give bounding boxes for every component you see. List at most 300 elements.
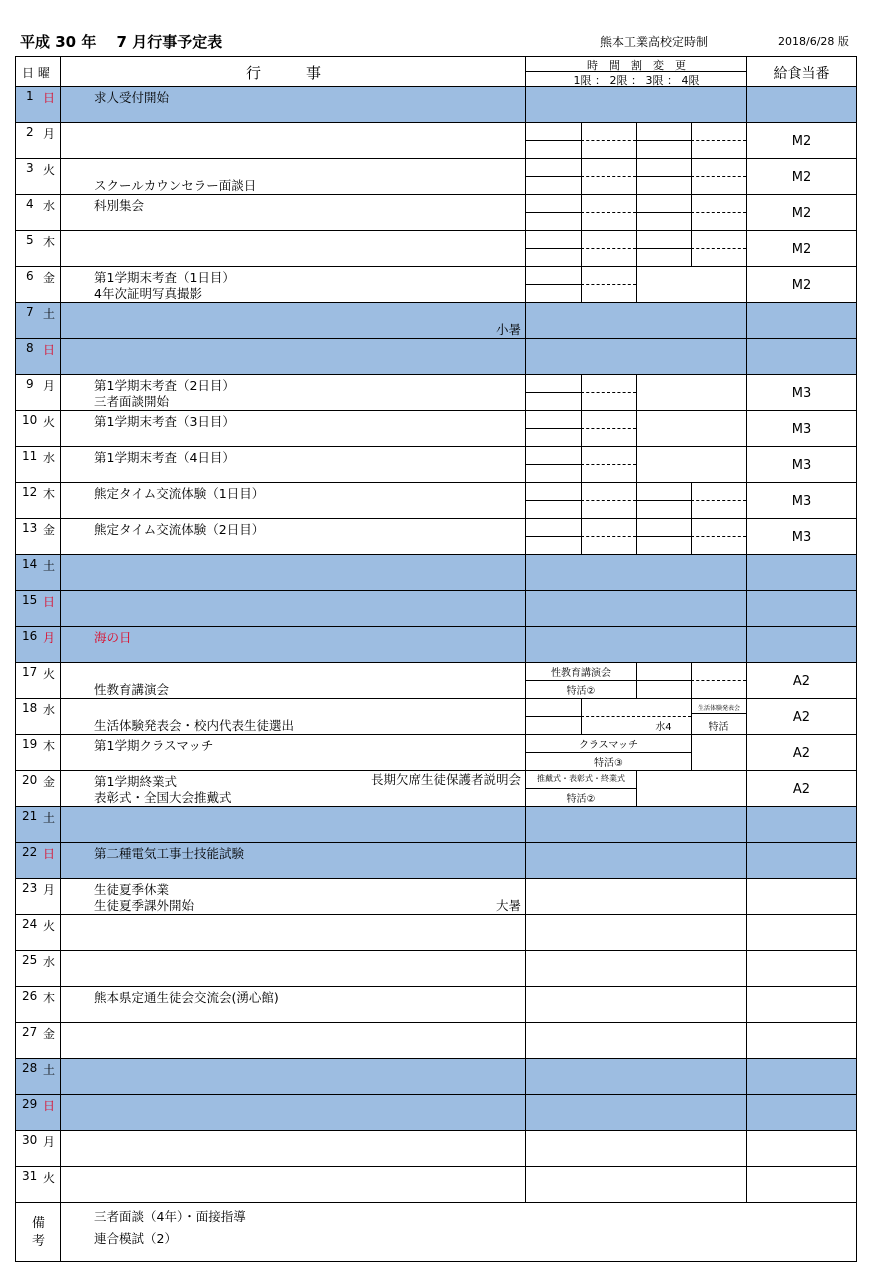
table-row (16, 483, 856, 519)
lunch-duty-cell (747, 303, 856, 338)
schedule-cell (526, 987, 747, 1022)
day-number: 24 (22, 917, 38, 931)
weekday: 日 (43, 595, 56, 609)
schedule-cell (526, 1059, 747, 1094)
lunch-duty: M3 (791, 458, 812, 473)
event-text: 科別集会 (94, 198, 145, 213)
day-cell (16, 951, 61, 986)
day-number: 11 (22, 449, 38, 463)
day-cell (16, 159, 61, 194)
schedule-text: 水4 (655, 722, 672, 733)
schedule-rule (691, 140, 746, 141)
weekday: 土 (43, 811, 56, 825)
lunch-duty-cell (747, 771, 856, 806)
version-date: 2018/6/28 版 (778, 35, 849, 48)
day-cell (16, 1059, 61, 1094)
event-cell (61, 1131, 526, 1166)
day-number: 7 (26, 305, 34, 319)
day-number: 25 (22, 953, 38, 967)
weekday: 金 (43, 271, 56, 285)
table-row (16, 879, 856, 915)
header-lunch: 給食当番 (773, 66, 830, 82)
table-row (16, 771, 856, 807)
lunch-duty: M2 (791, 242, 812, 257)
event-cell (61, 267, 526, 302)
day-number: 29 (22, 1097, 38, 1111)
lunch-duty-cell (747, 1023, 856, 1058)
table-row (16, 303, 856, 339)
lunch-duty-cell (747, 735, 856, 770)
event-cell (61, 663, 526, 698)
day-number: 12 (22, 485, 38, 499)
schedule-cell (526, 555, 747, 590)
table-row (16, 1095, 856, 1131)
weekday: 月 (43, 379, 56, 393)
lunch-duty-cell (747, 123, 856, 158)
day-cell (16, 591, 61, 626)
lunch-duty-cell (747, 447, 856, 482)
lunch-duty: M2 (791, 206, 812, 221)
schedule-cell (526, 87, 747, 122)
day-cell (16, 1131, 61, 1166)
day-number: 27 (22, 1025, 38, 1039)
event-cell (61, 339, 526, 374)
schedule-rule (526, 248, 581, 249)
weekday: 水 (43, 955, 56, 969)
weekday: 日 (43, 343, 56, 357)
table-row (16, 735, 856, 771)
lunch-duty: M2 (791, 170, 812, 185)
schedule-rule (636, 248, 691, 249)
weekday: 火 (43, 1171, 56, 1185)
schedule-cell (526, 1131, 747, 1166)
table-row (16, 843, 856, 879)
table-row (16, 1131, 856, 1167)
schedule-cell (526, 519, 747, 554)
header-periods: 1限 ： 2限 ： 3限 ： 4限 (573, 74, 700, 87)
day-number: 15 (22, 593, 38, 607)
table-row (16, 627, 856, 663)
weekday: 水 (43, 199, 56, 213)
day-cell (16, 231, 61, 266)
table-row (16, 339, 856, 375)
schedule-cell (526, 591, 747, 626)
lunch-duty: M3 (791, 530, 812, 545)
weekday: 日 (43, 1099, 56, 1113)
weekday: 水 (43, 703, 56, 717)
event-cell (61, 1023, 526, 1058)
schedule-rule (691, 680, 746, 681)
schedule-cell (526, 699, 747, 734)
weekday: 水 (43, 451, 56, 465)
schedule-rule (581, 212, 636, 213)
schedule-cell (526, 771, 747, 806)
school-name: 熊本工業高校定時制 (600, 35, 709, 49)
weekday: 金 (43, 775, 56, 789)
weekday: 金 (43, 1027, 56, 1041)
schedule-rule (581, 284, 636, 285)
event-text: 求人受付開始 (94, 90, 170, 105)
weekday: 木 (43, 235, 56, 249)
event-note: 長期欠席生徒保護者説明会 (370, 772, 521, 787)
day-cell (16, 663, 61, 698)
schedule-text: 特活② (566, 686, 596, 697)
lunch-duty-cell (747, 375, 856, 410)
day-cell (16, 915, 61, 950)
day-number: 10 (22, 413, 38, 427)
table-row (16, 267, 856, 303)
day-cell (16, 195, 61, 230)
event-cell (61, 555, 526, 590)
schedule-rule (636, 176, 691, 177)
day-number: 30 (22, 1133, 38, 1147)
page-title: 平成 30 年 7 月行事予定表 (20, 33, 223, 51)
event-cell (61, 375, 526, 410)
day-number: 17 (22, 665, 38, 679)
event-cell (61, 411, 526, 446)
schedule-cell (526, 951, 747, 986)
schedule-rule (581, 248, 636, 249)
event-cell (61, 699, 526, 734)
table-row (16, 375, 856, 411)
header-day: 日 曜 (22, 66, 50, 80)
day-cell (16, 267, 61, 302)
event-text: 第1学期末考査（2日目） (94, 378, 235, 393)
event-cell (61, 303, 526, 338)
event-cell (61, 1095, 526, 1130)
weekday: 木 (43, 991, 56, 1005)
table-header (16, 57, 856, 87)
day-cell (16, 879, 61, 914)
table-row (16, 519, 856, 555)
table-row (16, 1167, 856, 1203)
event-text: 第二種電気工事士技能試験 (94, 846, 245, 861)
day-number: 18 (22, 701, 38, 715)
schedule-rule (526, 716, 581, 717)
lunch-duty: M2 (791, 134, 812, 149)
schedule-rule (526, 752, 691, 753)
schedule-rule (691, 248, 746, 249)
event-cell (61, 771, 526, 806)
day-number: 28 (22, 1061, 38, 1075)
day-cell (16, 735, 61, 770)
weekday: 日 (43, 91, 56, 105)
event-cell (61, 123, 526, 158)
day-cell (16, 339, 61, 374)
lunch-duty-cell (747, 519, 856, 554)
day-cell (16, 771, 61, 806)
day-number: 6 (26, 269, 34, 283)
event-text: 4年次証明写真撮影 (94, 286, 202, 301)
weekday: 日 (43, 847, 56, 861)
schedule-cell (526, 807, 747, 842)
schedule-rule (636, 500, 691, 501)
schedule-rule (526, 212, 581, 213)
event-cell (61, 195, 526, 230)
lunch-duty-cell (747, 195, 856, 230)
schedule-rule (526, 176, 581, 177)
event-text: スクールカウンセラー面談日 (94, 178, 257, 193)
schedule-rule (636, 411, 637, 446)
schedule-rule (581, 500, 636, 501)
day-cell (16, 411, 61, 446)
event-cell (61, 735, 526, 770)
event-text: 熊定タイム交流体験（1日目） (94, 486, 265, 501)
table-row (16, 447, 856, 483)
day-number: 3 (26, 161, 34, 175)
event-note: 大暑 (495, 898, 521, 913)
day-cell (16, 807, 61, 842)
table-row (16, 87, 856, 123)
schedule-rule (526, 536, 581, 537)
lunch-duty-cell (747, 915, 856, 950)
day-number: 2 (26, 125, 34, 139)
weekday: 土 (43, 307, 56, 321)
lunch-duty: A2 (792, 746, 811, 761)
lunch-duty-cell (747, 1095, 856, 1130)
schedule-rule (581, 140, 636, 141)
lunch-duty-cell (747, 663, 856, 698)
remarks-label: 備 考 (32, 1216, 46, 1249)
day-cell (16, 843, 61, 878)
day-number: 20 (22, 773, 38, 787)
event-text: 第1学期終業式 (94, 774, 177, 789)
lunch-duty-cell (747, 987, 856, 1022)
lunch-duty-cell (747, 87, 856, 122)
lunch-duty: A2 (792, 674, 811, 689)
schedule-rule (691, 500, 746, 501)
schedule-text: 生活体験発表会 (697, 705, 740, 712)
schedule-cell (526, 375, 747, 410)
lunch-duty-cell (747, 267, 856, 302)
schedule-text: 特活③ (594, 758, 623, 769)
day-cell (16, 555, 61, 590)
schedule-cell (526, 159, 747, 194)
schedule-rule (526, 788, 636, 789)
event-cell (61, 519, 526, 554)
table-row (16, 951, 856, 987)
schedule-cell (526, 663, 747, 698)
schedule-cell (526, 627, 747, 662)
event-cell (61, 447, 526, 482)
remarks-section (16, 1203, 856, 1261)
weekday: 月 (43, 631, 56, 645)
lunch-duty-cell (747, 411, 856, 446)
schedule-rule (691, 735, 692, 770)
day-number: 23 (22, 881, 38, 895)
day-number: 31 (22, 1169, 38, 1183)
day-cell (16, 447, 61, 482)
event-text: 三者面談開始 (94, 394, 170, 409)
day-cell (16, 1095, 61, 1130)
event-cell (61, 627, 526, 662)
lunch-duty-cell (747, 1059, 856, 1094)
remarks-line-1: 三者面談（4年）・面接指導 (94, 1209, 246, 1224)
schedule-cell (526, 447, 747, 482)
day-number: 16 (22, 629, 38, 643)
schedule-cell (526, 123, 747, 158)
lunch-duty: A2 (792, 710, 811, 725)
schedule-rule (526, 680, 691, 681)
schedule-rule (526, 140, 581, 141)
weekday: 火 (43, 163, 56, 177)
event-note: 小暑 (495, 322, 521, 337)
table-row (16, 663, 856, 699)
schedule-rule (581, 464, 636, 465)
lunch-duty-cell (747, 879, 856, 914)
event-cell (61, 1059, 526, 1094)
lunch-duty-cell (747, 231, 856, 266)
event-text: 熊本県定通生徒会交流会(湧心館) (94, 990, 279, 1005)
schedule-cell (526, 267, 747, 302)
weekday: 月 (43, 1135, 56, 1149)
table-row (16, 1059, 856, 1095)
event-text: 第1学期末考査（3日目） (94, 414, 235, 429)
event-text: 第1学期クラスマッチ (94, 738, 214, 753)
lunch-duty-cell (747, 1131, 856, 1166)
lunch-duty-cell (747, 699, 856, 734)
table-row (16, 195, 856, 231)
day-cell (16, 483, 61, 518)
lunch-duty-cell (747, 555, 856, 590)
schedule-cell (526, 735, 747, 770)
weekday: 火 (43, 919, 56, 933)
day-cell (16, 1167, 61, 1202)
event-text: 表彰式・全国大会推戴式 (94, 790, 232, 805)
event-text: 生活体験発表会・校内代表生徒選出 (94, 718, 295, 733)
lunch-duty-cell (747, 159, 856, 194)
lunch-duty: M3 (791, 422, 812, 437)
schedule-text: クラスマッチ (578, 740, 639, 751)
schedule-rule (636, 771, 637, 806)
schedule-rule (526, 428, 581, 429)
event-cell (61, 807, 526, 842)
event-text: 第1学期末考査（1日目） (94, 270, 235, 285)
schedule-rule (526, 284, 581, 285)
schedule-rule (526, 392, 581, 393)
schedule-cell (526, 1167, 747, 1202)
schedule-table (15, 56, 857, 1262)
schedule-cell (526, 1095, 747, 1130)
schedule-rule (581, 428, 636, 429)
event-cell (61, 1167, 526, 1202)
event-cell (61, 843, 526, 878)
lunch-duty: A2 (792, 782, 811, 797)
day-number: 14 (22, 557, 38, 571)
table-row (16, 555, 856, 591)
lunch-duty-cell (747, 483, 856, 518)
day-number: 21 (22, 809, 38, 823)
day-cell (16, 987, 61, 1022)
table-row (16, 987, 856, 1023)
schedule-cell (526, 339, 747, 374)
event-text: 性教育講演会 (94, 682, 170, 697)
event-cell (61, 987, 526, 1022)
weekday: 火 (43, 667, 56, 681)
table-row (16, 699, 856, 735)
weekday: 土 (43, 559, 56, 573)
schedule-cell (526, 483, 747, 518)
lunch-duty: M3 (791, 494, 812, 509)
weekday: 月 (43, 883, 56, 897)
schedule-rule (526, 500, 581, 501)
day-cell (16, 87, 61, 122)
schedule-rule (691, 176, 746, 177)
day-number: 9 (26, 377, 34, 391)
schedule-rule (691, 536, 746, 537)
schedule-text: 推戴式・表彰式・終業式 (537, 774, 625, 783)
day-number: 13 (22, 521, 38, 535)
day-number: 22 (22, 845, 38, 859)
schedule-text: 特活② (566, 794, 596, 805)
day-cell (16, 303, 61, 338)
event-text: 海の日 (94, 630, 132, 645)
lunch-duty-cell (747, 951, 856, 986)
day-cell (16, 1023, 61, 1058)
schedule-rule (691, 713, 746, 714)
weekday: 金 (43, 523, 56, 537)
schedule-cell (526, 915, 747, 950)
day-number: 8 (26, 341, 34, 355)
lunch-duty-cell (747, 339, 856, 374)
header-events: 行 事 (246, 64, 322, 82)
schedule-rule (636, 663, 637, 698)
schedule-cell (526, 411, 747, 446)
weekday: 木 (43, 487, 56, 501)
weekday: 火 (43, 415, 56, 429)
day-cell (16, 699, 61, 734)
schedule-cell (526, 1023, 747, 1058)
event-text: 生徒夏季休業 (94, 882, 170, 897)
event-cell (61, 951, 526, 986)
day-number: 19 (22, 737, 38, 751)
weekday: 月 (43, 127, 56, 141)
header-schedule: 時 間 割 変 更 (587, 59, 686, 72)
event-text: 第1学期末考査（4日目） (94, 450, 235, 465)
schedule-cell (526, 843, 747, 878)
table-row (16, 1023, 856, 1059)
schedule-rule (691, 212, 746, 213)
schedule-rule (581, 536, 636, 537)
event-cell (61, 159, 526, 194)
schedule-rule (581, 716, 691, 717)
day-cell (16, 375, 61, 410)
schedule-cell (526, 231, 747, 266)
schedule-rule (636, 267, 637, 302)
event-text: 熊定タイム交流体験（2日目） (94, 522, 265, 537)
lunch-duty-cell (747, 843, 856, 878)
schedule-rule (636, 447, 637, 482)
schedule-rule (526, 464, 581, 465)
day-number: 1 (26, 89, 34, 103)
schedule-rule (581, 176, 636, 177)
event-cell (61, 879, 526, 914)
day-cell (16, 627, 61, 662)
day-cell (16, 123, 61, 158)
lunch-duty-cell (747, 1167, 856, 1202)
lunch-duty: M3 (791, 386, 812, 401)
day-number: 26 (22, 989, 38, 1003)
schedule-cell (526, 879, 747, 914)
day-number: 4 (26, 197, 34, 211)
lunch-duty-cell (747, 627, 856, 662)
weekday: 土 (43, 1063, 56, 1077)
schedule-cell (526, 195, 747, 230)
lunch-duty-cell (747, 591, 856, 626)
schedule-text: 特活 (708, 722, 729, 733)
event-cell (61, 87, 526, 122)
schedule-rule (636, 536, 691, 537)
